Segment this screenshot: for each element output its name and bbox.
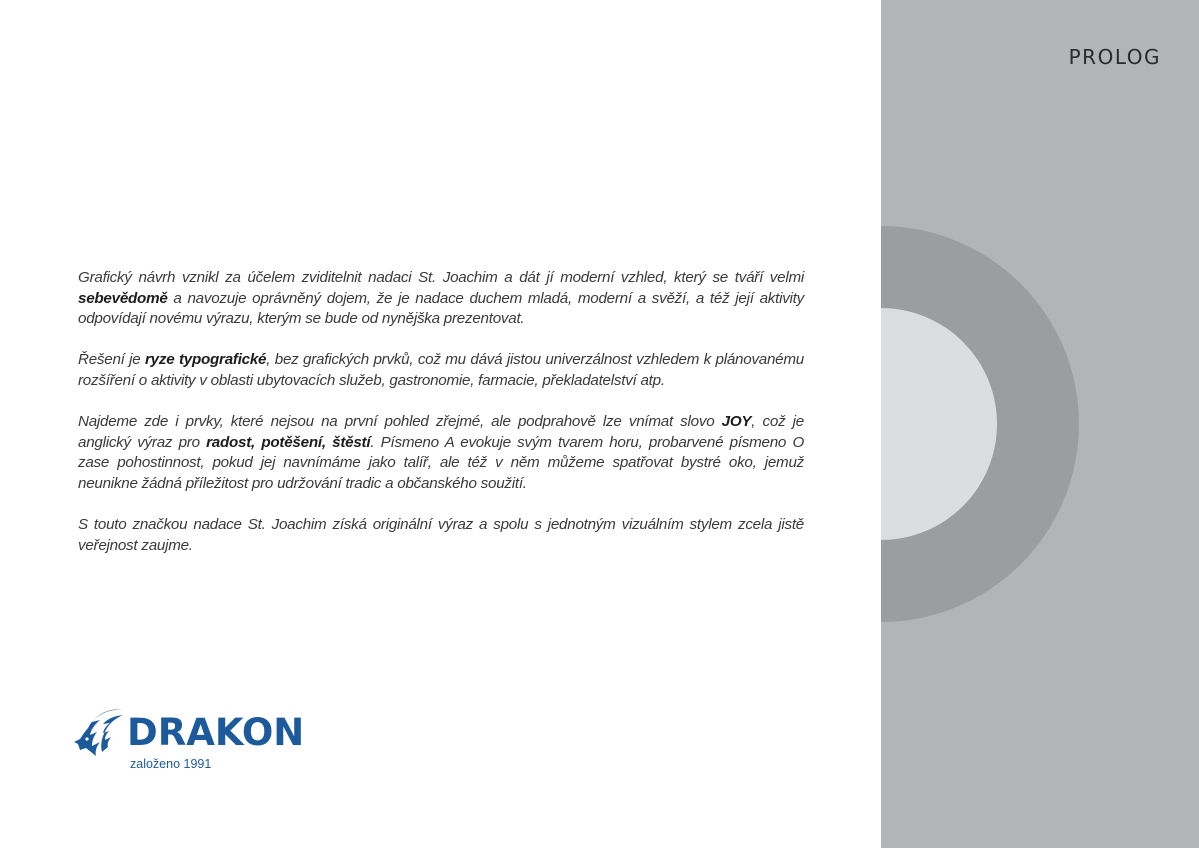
text-run: Řešení je xyxy=(78,351,146,369)
paragraph-3 xyxy=(78,412,804,494)
paragraph-4 xyxy=(78,515,804,556)
paragraph-1 xyxy=(78,268,804,330)
text-run: a navozuje oprávněný dojem, že je nadace duchem mladá, moderní a svěží, a též její aktivity odpovídají novému výrazu, kterým se bude od nynějška prezentovat. xyxy=(78,289,804,328)
text-run: S touto značkou nadace St. Joachim získá originální výraz a spolu s jednotným vizuálním stylem zcela jistě veřejnost zaujme. xyxy=(78,516,804,554)
emphasis: JOY xyxy=(721,413,752,431)
text-run: , což je anglický výraz pro xyxy=(78,413,804,451)
emphasis: ryze typografické xyxy=(145,351,267,369)
decorative-circles xyxy=(881,0,1199,848)
text-run: Najdeme zde i prvky, které nejsou na první pohled zřejmé, ale podprahově lze vnímat slovo xyxy=(78,413,722,431)
logo-wordmark: DRAKON xyxy=(127,711,305,754)
side-panel xyxy=(881,0,1199,848)
drakon-logo xyxy=(74,706,314,776)
dragon-head-icon xyxy=(74,706,126,762)
prolog-text xyxy=(78,268,804,577)
logo-tagline: založeno 1991 xyxy=(130,757,212,771)
paragraph-2 xyxy=(78,350,804,391)
text-run: Grafický návrh vznikl za účelem zviditelnit nadaci St. Joachim a dát jí moderní vzhled, který se tváří velmi xyxy=(78,269,804,286)
text-run: , bez grafických prvků, což mu dává jistou univerzálnost vzhledem k plánovanému rozšíření o aktivity v oblasti ubytovacích služeb, gastronomie, farmacie, překladatelství atp. xyxy=(78,351,804,389)
text-run: . Písmeno A evokuje svým tvarem horu, probarvené písmeno O zase pohostinnost, pokud jej navnímáme jako talíř, ale též v něm můžeme spatřovat bystré oko, jemuž neunikne žádná příležitost pro udržování tradic a občanského soužití. xyxy=(78,433,805,492)
emphasis: sebevědomě xyxy=(78,289,168,307)
emphasis: radost, potěšení, štěstí xyxy=(206,433,371,451)
section-title: PROLOG xyxy=(1068,45,1161,69)
